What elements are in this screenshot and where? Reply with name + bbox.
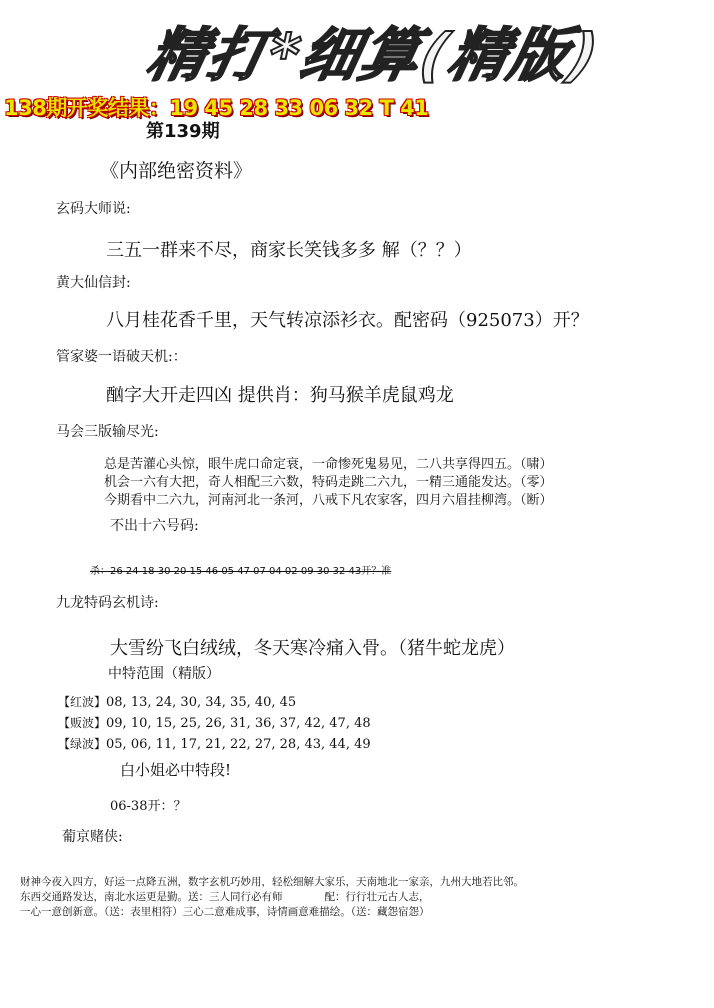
range-title: 中特范围（精版） (108, 666, 220, 682)
footer-line-2: 东西交通路发达，南北水运更是勤。送：三人同行必有师 配：行行壮元古人志， (20, 891, 430, 903)
guanjia-heading: 管家婆一语破天机:： (56, 349, 187, 365)
jiulong-heading: 九龙特码玄机诗: (56, 595, 159, 611)
huang-text: 八月桂花香千里，天气转凉添衫衣。配密码（925073）开？ (106, 310, 589, 331)
banner-title: 精打*细算(精版) (141, 21, 606, 89)
wave-label: 【绿波】 (58, 737, 107, 751)
mahui-line-2: 机会一六有大把，奇人相配三六数，特码走跳二六九，一精三通能发达。（零） (104, 475, 553, 490)
wave-label: 【红波】 (58, 695, 107, 709)
kill-numbers: 杀：26 24 18 30 20 15 46 05 47 07 04 02 09 30 32 43开？准 (90, 566, 392, 577)
segment-line: 06-38开：？ (110, 799, 187, 814)
mahui-line-3: 今期看中二六九，河南河北一条河，八戒下凡农家客，四月六眉挂柳湾。（断） (104, 493, 553, 508)
issue-number: 第139期 (146, 121, 220, 142)
wave-row-green (58, 733, 371, 752)
secret-title: 《内部绝密资料》 (100, 160, 253, 182)
wave-numbers: 05, 06, 11, 17, 21, 22, 27, 28, 43, 44, 49 (106, 737, 371, 752)
xuanma-heading: 玄码大师说: (56, 201, 131, 217)
mahui-line-1: 总是苦灌心头惊，眼牛虎口命定衰，一命惨死鬼易见，二八共享得四五。（啸） (104, 457, 553, 472)
footer-line-3: 一心一意创新意。（送：表里相符）三心二意难成事，诗情画意难描绘。（送：藏怨宿怨） (20, 906, 430, 918)
mahui-heading: 马会三版输尽光: (56, 424, 159, 440)
previous-result: 138期开奖结果：19 45 28 33 06 32 T 41 (4, 96, 429, 120)
guanjia-text: 酗字大开走四凶 提供肖：狗马猴羊虎鼠鸡龙 (106, 385, 454, 406)
wave-row-red (58, 691, 296, 710)
puxia-heading: 葡京赌侠: (62, 829, 123, 845)
white-lady-line: 白小姐必中特段! (120, 761, 232, 779)
wave-label: 【贩波】 (58, 716, 107, 730)
wave-numbers: 09, 10, 15, 25, 26, 31, 36, 37, 42, 47, 48 (106, 716, 371, 731)
not-out-label: 不出十六号码: (110, 518, 199, 534)
huang-heading: 黄大仙信封: (56, 275, 131, 291)
wave-numbers: 08, 13, 24, 30, 34, 35, 40, 45 (106, 695, 297, 710)
jiulong-text: 大雪纷飞白绒绒，冬天寒冷痛入骨。（猪牛蛇龙虎） (110, 638, 515, 659)
xuanma-text: 三五一群来不尽，商家长笑钱多多 解（？？） (106, 240, 472, 261)
footer-line-1: 财神今夜入四方，好运一点降五洲，数字玄机巧妙用，轻松细解大家乐，天南地北一家亲，九州大地若比邻。 (20, 876, 524, 888)
wave-row-blue (58, 712, 371, 731)
